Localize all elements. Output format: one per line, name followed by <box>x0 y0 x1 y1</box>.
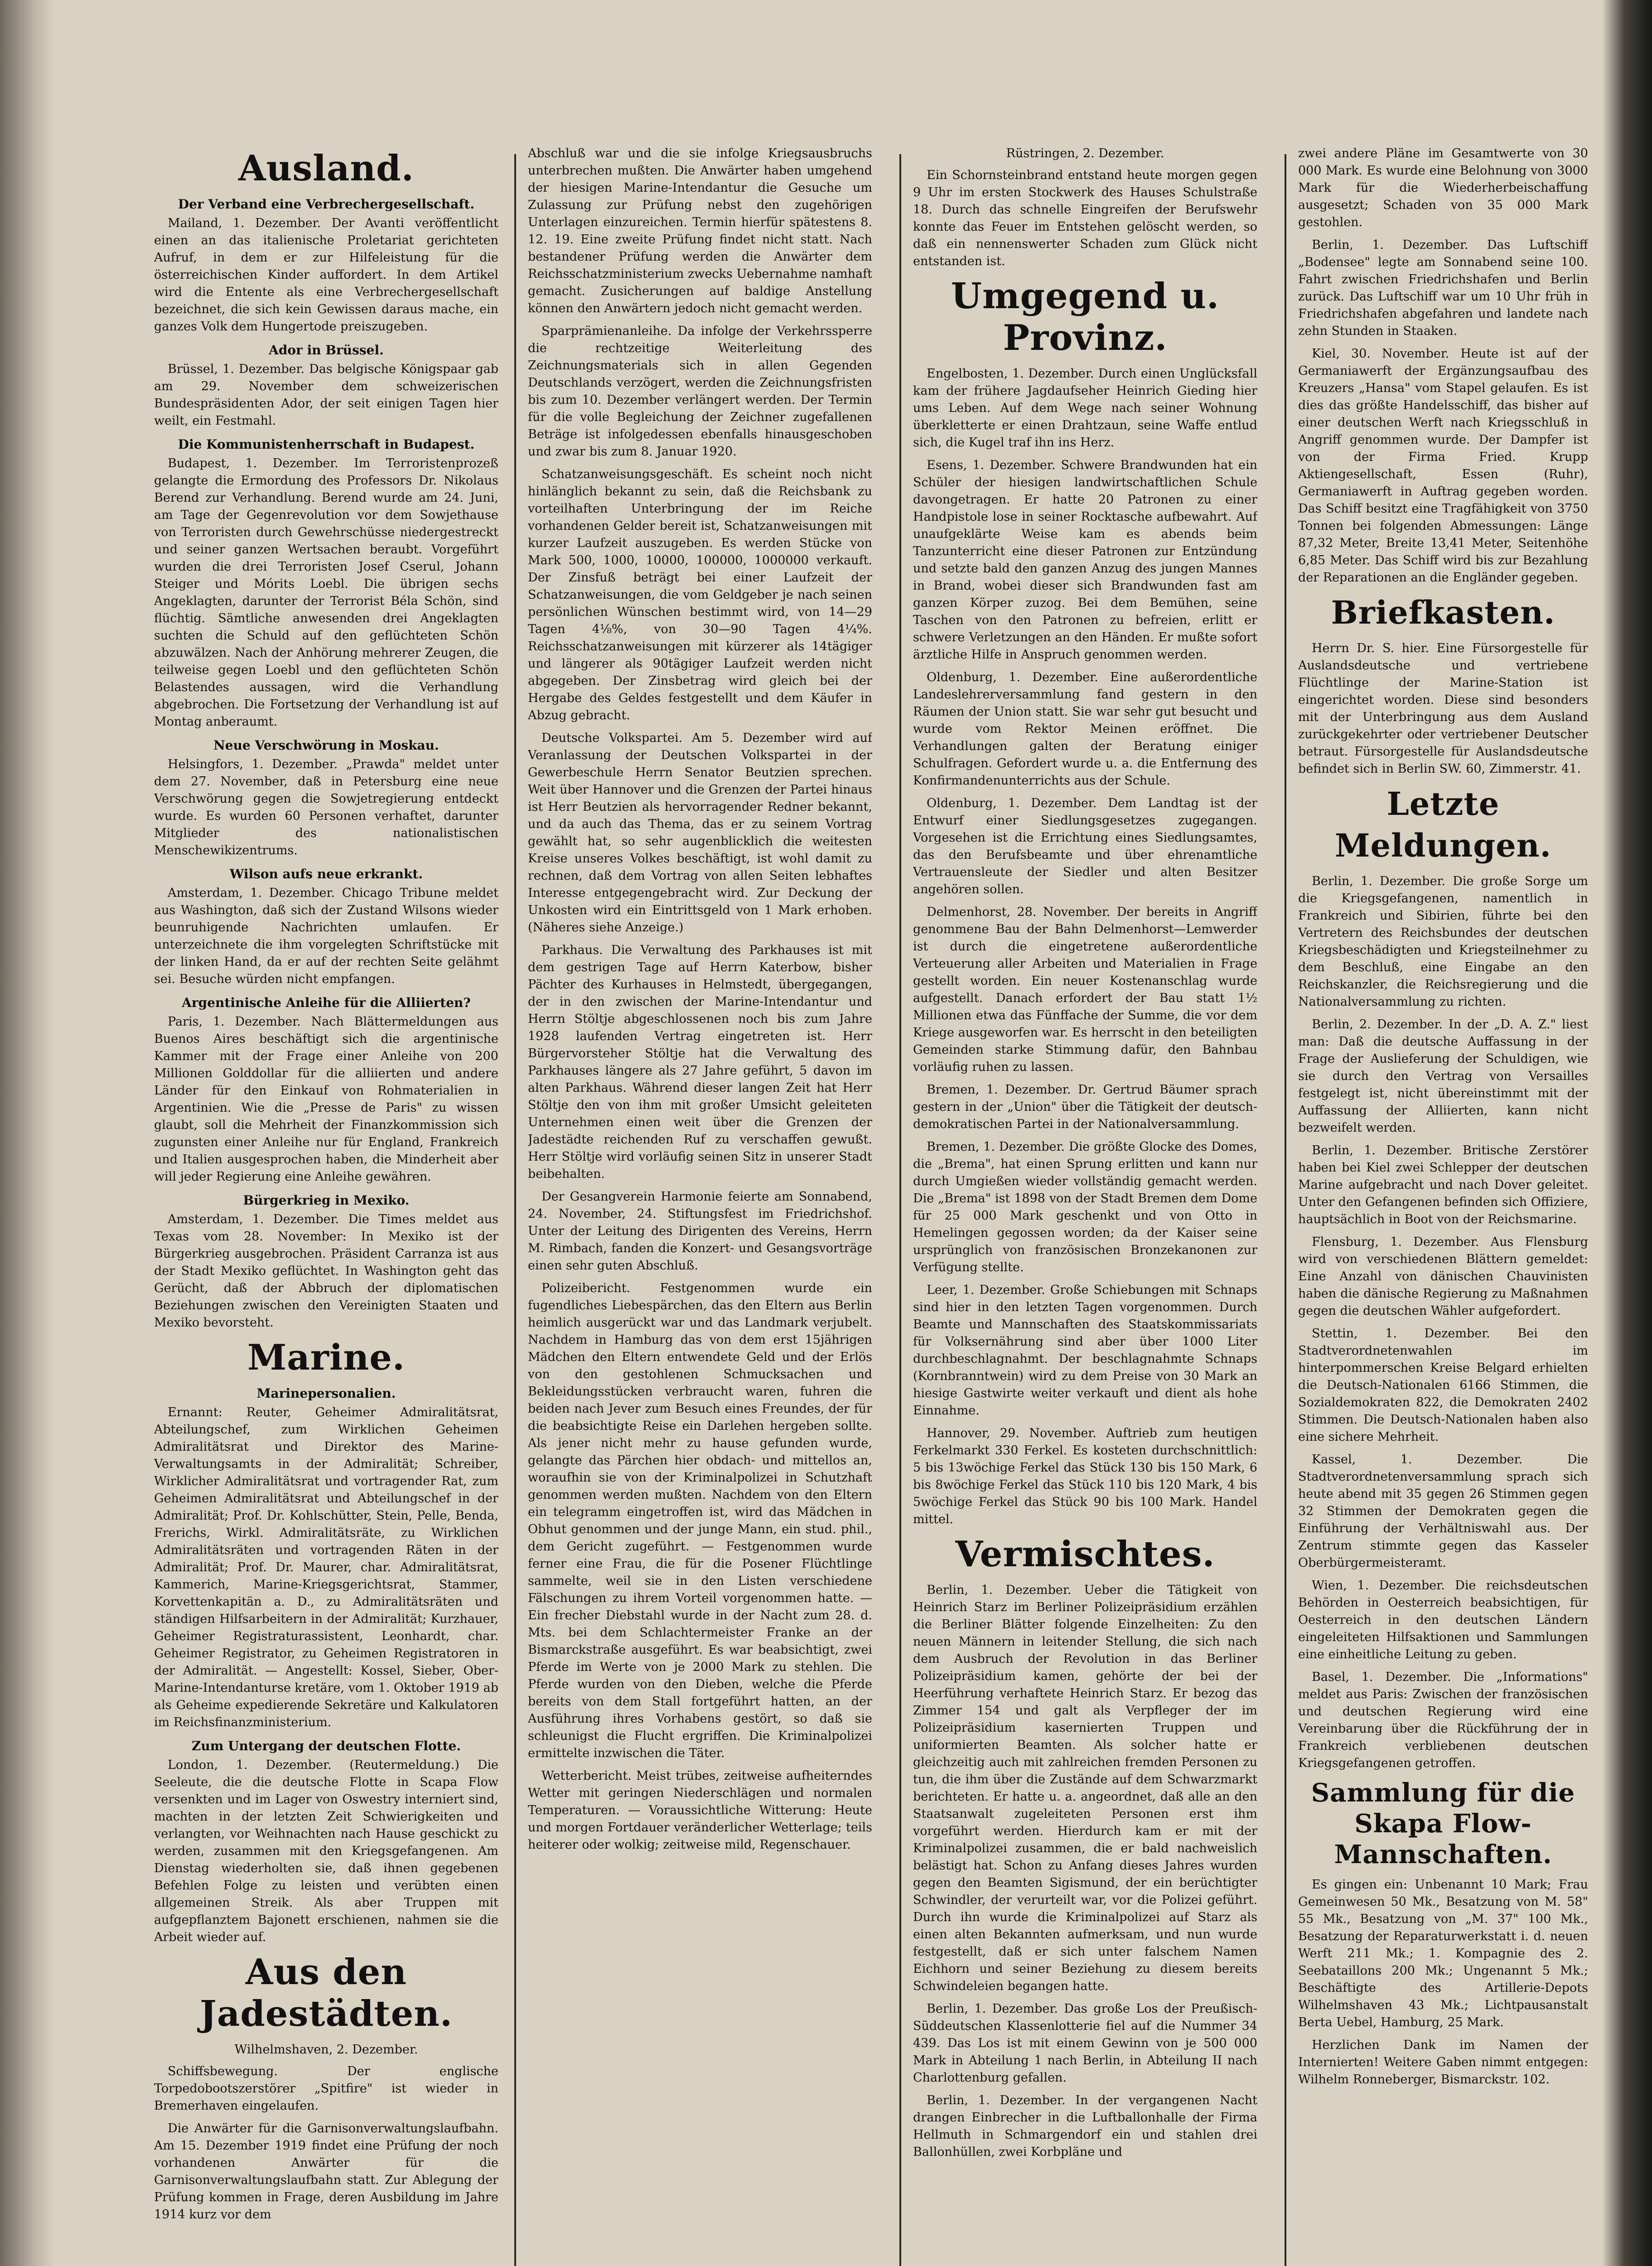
article-text: Kiel, 30. November. Heute ist auf der Germaniawerft der Ergänzungsaufbau des Kreuzers „Hansa" vom Stapel gelaufen. Es ist dies das größte Handelsschiff, das bisher auf einer deutschen Werft nach Kriegsschluß in Angriff genommen wurde. Der Dampfer ist von der Firma Fried. Krupp Aktiengesellschaft, Essen (Ruhr), Germaniawerft in Auftrag gegeben worden. Das Schiff besitzt eine Tragfähigkeit von 3750 Tonnen bei folgenden Abmessungen: Länge 87,32 Meter, Breite 13,41 Meter, Seitenhöhe 6,85 Meter. Das Schiff wird bis zur Bezahlung der Reparationen an die Engländer gegeben. <box>1298 347 1588 585</box>
section-heading-briefkasten: Briefkasten. <box>1331 594 1555 631</box>
article-text: zwei andere Pläne im Gesamtwerte von 30 000 Mark. Es wurde eine Belohnung von 3000 Mark für die Wiederherbeischaffung ausgesetzt; Schaden von 35 000 Mark gestohlen. <box>1298 146 1588 229</box>
article-text: Herzlichen Dank im Namen der Internierten! Weitere Gaben nimmt entgegen: Wilhelm Ronneberger, Bismarckstr. 102. <box>1298 2038 1588 2087</box>
section-heading-sammlung: Sammlung für die Skapa Flow-Mannschaften. <box>1311 1778 1575 1869</box>
article-text: Brüssel, 1. Dezember. Das belgische Königspaar gab am 29. November dem schweizerischen Bundespräsidenten Ador, der seit einigen Tagen hier weilt, ein Festmahl. <box>154 362 498 428</box>
article-headline: Die Kommunistenherrschaft in Budapest. <box>178 437 475 452</box>
column-rule <box>899 154 901 2266</box>
column-1 <box>154 145 498 2266</box>
section-heading-vermischtes: Vermischtes. <box>955 1534 1215 1575</box>
dateline: Rüstringen, 2. Dezember. <box>1006 146 1164 160</box>
article-text: Schiffsbewegung. Der englische Torpedobootszerstörer „Spitfire" ist wieder in Bremerhaven eingelaufen. <box>154 2064 498 2113</box>
article-text: Herrn Dr. S. hier. Eine Fürsorgestelle für Auslandsdeutsche und vertriebene Flüchtlinge der Marine-Station ist eingerichtet worden. Diese sind besonders mit der Unterbringung aus dem Ausland zurückgekehrter oder vertriebener Deutscher betraut. Fürsorgestelle für Auslandsdeutsche befindet sich in Berlin SW. 60, Zimmerstr. 41. <box>1298 641 1588 776</box>
article-headline: Marinepersonalien. <box>256 1386 396 1401</box>
article-text: Berlin, 1. Dezember. Die große Sorge um die Kriegsgefangenen, namentlich in Frankreich und Sibirien, führte bei den Vertretern des Reichsbundes der deutschen Kriegsbeschädigten und Kriegsteilnehmer zu dem Beschluß, eine Eingabe an den Reichskanzler, die Reichsregierung und die Nationalversammlung zu richten. <box>1298 874 1588 1009</box>
article-text: Berlin, 1. Dezember. Das Luftschiff „Bodensee" legte am Sonnabend seine 100. Fahrt zwischen Friedrichshafen und Berlin zurück. Das Luftschiff war um 10 Uhr früh in Friedrichshafen abgefahren und landete nach zehn Stunden in Staaken. <box>1298 238 1588 338</box>
article-text: Parkhaus. Die Verwaltung des Parkhauses ist mit dem gestrigen Tage auf Herrn Katerbow, bisher Pächter des Kurhauses in Helmstedt, übergegangen, der in den zwischen der Marine-Intendantur und Herrn Stöltje abgeschlossenen noch bis zum Jahre 1928 laufenden Vertrag eingetreten ist. Herr Bürgervorsteher Stöltje hat die Verwaltung des Parkhauses längere als 27 Jahre geführt, 5 davon im alten Parkhaus. Während dieser langen Zeit hat Herr Stöltje den von ihm mit großer Umsicht geleiteten Unternehmen einen weit über die Grenzen der Jadestädte reichenden Ruf zu verschaffen gewußt. Herr Stöltje wird vorläufig seinen Sitz in unserer Stadt beibehalten. <box>528 943 872 1181</box>
article-text: Die Anwärter für die Garnisonverwaltungslaufbahn. Am 15. Dezember 1919 findet eine Prüfung der noch vorhandenen Anwärter für die Garnisonverwaltungslaufbahn statt. Zur Ablegung der Prüfung kommen in Frage, deren Ausbildung im Jahre 1914 kurz vor dem <box>154 2121 498 2222</box>
dateline: Wilhelmshaven, 2. Dezember. <box>234 2043 418 2057</box>
article-text: Berlin, 1. Dezember. Das große Los der Preußisch-Süddeutschen Klassenlotterie fiel auf die Nummer 34 439. Das Los ist mit einem Gewinn von je 500 000 Mark in Abteilung 1 nach Berlin, in Abteilung II nach Charlottenburg gefallen. <box>913 2002 1257 2085</box>
article-text: Wetterbericht. Meist trübes, zeitweise aufheiterndes Wetter mit geringen Niederschlägen und normalen Temperaturen. — Voraussichtliche Witterung: Heute und morgen Fortdauer veränderlicher Wetterlage; teils heiterer oder wolkig; zeitweise mild, Regenschauer. <box>528 1769 872 1852</box>
article-text: Bremen, 1. Dezember. Die größte Glocke des Domes, die „Brema", hat einen Sprung erlitten und kann nur durch Umgießen wieder vollständig gemacht werden. Die „Brema" ist 1898 von der Stadt Bremen dem Dome für 25 000 Mark geschenkt und von Otto in Hemelingen gegossen worden; da der Kaiser seine ursprünglich von französischen Bronzekanonen zur Verfügung stellte. <box>913 1140 1257 1274</box>
article-text: Sparprämienanleihe. Da infolge der Verkehrssperre die rechtzeitige Weiterleitung des Zeichnungsmaterials sich in allen Gegenden Deutschlands verzögert, werden die Zeichnungsfristen bis zum 10. Dezember verlängert werden. Der Termin für die volle Begleichung der Zeichner zugefallenen Beträge ist infolgedessen ebenfalls hinausgeschoben und zwar bis zum 8. Januar 1920. <box>528 324 872 459</box>
article-text: Ernannt: Reuter, Geheimer Admiralitätsrat, Abteilungschef, zum Wirklichen Geheimen Admiralitätsrat und Direktor des Marine-Verwaltungsamts in der Admiralität; Schreiber, Wirklicher Admiralitätsrat und vortragender Rat, zum Geheimen Admiralitätsrat und Abteilungschef in der Admiralität; Prof. Dr. Kohlschütter, Stein, Pelle, Benda, Frerichs, Wirkl. Admiralitätsräte, zu Wirklichen Admiralitätsräten und vortragenden Räten in der Admiralität; Prof. Dr. Maurer, char. Admiralitätsrat, Kammerich, Marine-Kriegsgerichtsrat, Stammer, Korvettenkapitän a. D., zu Admiralitätsräten und ständigen Hilfsarbeitern in der Admiralität; Kurzhauer, Geheimer Registraturassistent, Leonhardt, char. Geheimer Registrator, zu Geheimen Registratoren in der Admiralität. — Angestellt: Kossel, Sieber, Ober-Marine-Intendanturse kretäre, vom 1. Oktober 1919 ab als Geheime expedierende Sekretäre und Kalkulatoren im Reichsfinanzministerium. <box>154 1405 498 1729</box>
article-text: Delmenhorst, 28. November. Der bereits in Angriff genommene Bau der Bahn Delmenhorst—Lemwerder ist durch die eingetretene außerordentliche Verteuerung aller Arbeiten und Materialien in Frage gestellt worden. Ein neuer Kostenanschlag wurde aufgestellt. Danach erfordert der Bau statt 1½ Millionen etwa das Fünffache der Summe, die vor dem Kriege ausgeworfen war. Es herrscht in den beteiligten Gemeinden starke Stimmung dafür, den Bahnbau vorläufig ruhen zu lassen. <box>913 905 1257 1074</box>
column-rule <box>514 154 516 2266</box>
article-text: Engelbosten, 1. Dezember. Durch einen Unglücksfall kam der frühere Jagdaufseher Heinrich Gieding hier ums Leben. Auf dem Wege nach seiner Wohnung überkletterte er einen Drahtzaun, seine Waffe entlud sich, die Kugel traf ihn ins Herz. <box>913 367 1257 450</box>
article-text: Berlin, 1. Dezember. Britische Zerstörer haben bei Kiel zwei Schlepper der deutschen Marine aufgebracht und nach Dover geleitet. Unter den Gefangenen befinden sich Offiziere, hauptsächlich in Boot von der Reichsmarine. <box>1298 1143 1588 1226</box>
article-text: Esens, 1. Dezember. Schwere Brandwunden hat ein Schüler der hiesigen landwirtschaftlichen Schule davongetragen. Er hatte 20 Patronen zu einer Handpistole lose in seiner Rocktasche aufbewahrt. Auf unaufgeklärte Weise kam es abends beim Tanzunterricht eine dieser Patronen zur Entzündung und setzte bald den ganzen Anzug des jungen Mannes in Brand, wobei dieser sich Brandwunden fast am ganzen Körper zuzog. Bei dem Bemühen, seine Taschen von den Patronen zu befreien, erlitt er schwere Verletzungen an den Händen. Er mußte sofort ärztliche Hilfe in Anspruch genommen werden. <box>913 458 1257 662</box>
article-headline: Neue Verschwörung in Moskau. <box>213 738 439 753</box>
column-rule <box>1285 154 1286 2266</box>
article-text: Abschluß war und die sie infolge Kriegsausbruchs unterbrechen mußten. Die Anwärter haben umgehend der hiesigen Marine-Intendantur die Gesuche um Zulassung zur Prüfung nebst den zugehörigen Unterlagen einzureichen. Termin hierfür spätestens 8. 12. 19. Eine zweite Prüfung findet nicht statt. Nach bestandener Prüfung werden die Anwärter dem Reichsschatzministerium zwecks Uebernahme namhaft gemacht. Zusicherungen auf baldige Anstellung können den Anwärtern jedoch nicht gemacht werden. <box>528 146 872 315</box>
article-text: Amsterdam, 1. Dezember. Chicago Tribune meldet aus Washington, daß sich der Zustand Wilsons wieder beunruhigende Nachrichten umlaufen. Er unterzeichnete die ihm vorgelegten Schriftstücke mit der linken Hand, da er auf der rechten Seite gelähmt sei. Besuche würden nicht empfangen. <box>154 886 498 986</box>
article-text: London, 1. Dezember. (Reutermeldung.) Die Seeleute, die die deutsche Flotte in Scapa Flow versenkten und im Lager von Oswestry interniert sind, machten in der letzten Zeit Schwierigkeiten und verlangten, vor Weihnachten nach Hause geschickt zu werden, zusammen mit den Kriegsgefangenen. Am Dienstag wiederholten sie, daß ihnen gegebenen Befehlen Folge zu leisten und verübten einen allgemeinen Streik. Als aber Truppen mit aufgepflanztem Bajonett erschienen, nahmen sie die Arbeit wieder auf. <box>154 1758 498 1944</box>
article-headline: Wilson aufs neue erkrankt. <box>229 867 423 881</box>
article-text: Oldenburg, 1. Dezember. Dem Landtag ist der Entwurf einer Siedlungsgesetzes zugegangen. Vorgesehen ist die Errichtung eines Siedlungsamtes, das den Berufsbeamte und über ehrenamtliche Vertrauensleute der Siedler und alten Besitzer angehören sollen. <box>913 796 1257 896</box>
article-text: Der Gesangverein Harmonie feierte am Sonnabend, 24. November, 24. Stiftungsfest im Friedrichshof. Unter der Leitung des Dirigenten des Vereins, Herrn M. Rimbach, fanden die Konzert- und Gesangsvorträge einen sehr guten Abschluß. <box>528 1190 872 1273</box>
article-text: Flensburg, 1. Dezember. Aus Flensburg wird von verschiedenen Blättern gemeldet: Eine Anzahl von dänischen Chauvinisten haben die dänische Regierung zu Maßnahmen gegen die deutschen Wähler aufgefordert. <box>1298 1235 1588 1318</box>
article-headline: Zum Untergang der deutschen Flotte. <box>191 1738 461 1753</box>
article-headline: Der Verband eine Verbrechergesellschaft. <box>178 197 475 212</box>
article-text: Leer, 1. Dezember. Große Schiebungen mit Schnaps sind hier in den letzten Tagen vorgenommen. Durch Beamte und Mannschaften des Staatskommissariats für Volksernährung sind aber über 1000 Liter durchbeschlagnahmt. Der beschlagnahmte Schnaps (Kornbranntwein) wird zu dem Preise von 30 Mark an hiesige Gastwirte weiter verkauft und dient als hohe Einnahme. <box>913 1283 1257 1418</box>
section-heading-letzte-meldungen: Letzte Meldungen. <box>1334 785 1552 864</box>
article-text: Polizeibericht. Festgenommen wurde ein fugendliches Liebespärchen, das den Eltern aus Berlin heimlich ausgerückt war und das Landmark verjubelt. Nachdem in Hamburg das von dem erst 15jährigen Mädchen den Eltern entwendete Geld und der Erlös von den gestohlenen Schmucksachen und Bekleidungsstücken verbraucht waren, fuhren die beiden nach Jever zum Besuch eines Freundes, der für die beabsichtigte Reise ein Darlehen hergeben sollte. Als jener nicht mehr zu hause gefunden wurde, gelangte das Pärchen hier obdach- und mittellos an, woraufhin sie von der Kriminalpolizei in Schutzhaft genommen werden mußten. Nachdem von den Eltern ein telegramm eingetroffen ist, wird das Mädchen in Obhut genommen und der junge Mann, ein stud. phil., dem Gericht zugeführt. — Festgenommen wurde ferner eine Frau, die für die Posener Flüchtlinge sammelte, weil sie in den Listen verschiedene Fälschungen zu ihrem Vorteil vorgenommen hatte. — Ein frecher Diebstahl wurde in der Nacht zum 28. d. Mts. bei dem Schlachtermeister Franke an der Bismarckstraße ausgeführt. Es war beabsichtigt, zwei Pferde im Werte von je 2000 Mark zu stehlen. Die Pferde wurden von den Dieben, welche die Pferde bereits von dem Stall fortgeführt hatten, an der Ausführung ihres Vorhabens gestört, so daß sie schleunigst die Flucht ergriffen. Die Kriminalpolizei ermittelte inzwischen die Täter. <box>528 1281 872 1760</box>
article-text: Amsterdam, 1. Dezember. Die Times meldet aus Texas vom 28. November: In Mexiko ist der Bürgerkrieg ausgebrochen. Präsident Carranza ist aus der Stadt Mexiko geflüchtet. In Washington geht das Gerücht, daß der Abbruch der diplomatischen Beziehungen zwischen den Vereinigten Staaten und Mexiko bevorsteht. <box>154 1212 498 1330</box>
article-text: Basel, 1. Dezember. Die „Informations" meldet aus Paris: Zwischen der französischen und deutschen Regierung wird eine Vereinbarung über die Rückführung der in Frankreich verbliebenen deutschen Kriegsgefangenen getroffen. <box>1298 1670 1588 1770</box>
article-text: Berlin, 1. Dezember. Ueber die Tätigkeit von Heinrich Starz im Berliner Polizeipräsidium erzählen die Berliner Blätter folgende Einzelheiten: Zu den neuen Männern in leitender Stellung, die sich nach dem Ausbruch der Revolution in das Berliner Polizeipräsidium kamen, gehörte der bei der Heerführung verhaftete Heinrich Starz. Er bezog das Zimmer 154 und galt als Verpfleger der im Polizeipräsidium kasernierten Truppen und uniformierten Beamten. Als solcher hatte er gleichzeitig auch mit zahlreichen fremden Personen zu tun, die ihm über die Zustände auf dem Schwarzmarkt berichteten. Er hatte u. a. angeordnet, daß alle an den Staatsanwalt zugeleiteten Personen erst ihm vorgeführt werden. Hierdurch kam er mit der Kriminalpolizei zusammen, die er bald nachweislich belästigt hat. Schon zu Anfang dieses Jahres wurden gegen den Beamten Sigismund, der ein berüchtigter Schwindler, der verurteilt war, vor die Polizei geführt. Durch ihn wurde die Kriminalpolizei auf Starz als einen alten Bekannten aufmerksam, und nun wurde festgestellt, daß er sich unter falschem Namen Eichhorn und seiner Beziehung zu diesem bereits Schwindeleien begangen hatte. <box>913 1583 1257 1993</box>
article-text: Oldenburg, 1. Dezember. Eine außerordentliche Landeslehrerversammlung fand gestern in den Räumen der Union statt. Sie war sehr gut besucht und wurde vom Rektor Meinen eröffnet. Die Verhandlungen galten der Beratung einiger Schulfragen. Gefordert wurde u. a. die Entfernung des Konfirmandenunterrichts aus der Schule. <box>913 670 1257 788</box>
article-headline: Ador in Brüssel. <box>269 343 384 358</box>
article-text: Helsingfors, 1. Dezember. „Prawda" meldet unter dem 27. November, daß in Petersburg eine neue Verschwörung gegen die Sowjetregierung entdeckt wurde. Es wurden 60 Personen verhaftet, darunter Mitglieder des nationalistischen Menschewikizentrums. <box>154 757 498 857</box>
article-text: Es gingen ein: Unbenannt 10 Mark; Frau Gemeinwesen 50 Mk., Besatzung von M. 58" 55 Mk., Besatzung von „M. 37" 100 Mk., Besatzung der Reparaturwerkstatt i. d. neuen Werft 211 Mk.; 1. Kompagnie des 2. Seebataillons 200 Mk.; Ungenannt 5 Mk.; Beschäftigte des Artillerie-Depots Wilhelmshaven 43 Mk.; Lichtpausanstalt Berta Uebel, Hamburg, 25 Mark. <box>1298 1878 1588 2029</box>
article-text: Kassel, 1. Dezember. Die Stadtverordnetenversammlung sprach sich heute abend mit 35 gegen 26 Stimmen gegen 32 Stimmen der Demokraten gegen die Einführung der Verhältniswahl aus. Der Zentrum stimmte gegen das Kasseler Oberbürgermeisteramt. <box>1298 1453 1588 1570</box>
article-text: Schatzanweisungsgeschäft. Es scheint noch nicht hinlänglich bekannt zu sein, daß die Reichsbank zu vorteilhaften Unterbringung der im Reiche vorhandenen Gelder bereit ist, Schatzanweisungen mit kurzer Laufzeit auszugeben. Es werden Stücke von Mark 500, 1000, 10000, 100000, 1000000 verkauft. Der Zinsfuß beträgt bei einer Laufzeit der Schatzanweisungen, die vom Geldgeber je nach seinen persönlichen Wünschen bestimmt wird, von 14—29 Tagen 4⅛%, von 30—90 Tagen 4¼%. Reichsschatzanweisungen mit kürzerer als 14tägiger und längerer als 90tägiger Laufzeit werden nicht abgegeben. Der Zinsbetrag wird gleich bei der Hergabe des Geldes festgestellt und dem Käufer in Abzug gebracht. <box>528 467 872 722</box>
article-text: Ein Schornsteinbrand entstand heute morgen gegen 9 Uhr im ersten Stockwerk des Hauses Schulstraße 18. Durch das schnelle Eingreifen der Berufswehr konnte das Feuer im Entstehen gelöscht werden, so daß ein nennenswerter Schaden zum Glück nicht entstanden ist. <box>913 168 1257 268</box>
column-3 <box>913 145 1257 2266</box>
article-headline: Bürgerkrieg in Mexiko. <box>243 1193 410 1208</box>
article-text: Stettin, 1. Dezember. Bei den Stadtverordnetenwahlen im hinterpommerschen Kreise Belgard erhielten die Deutsch-Nationalen 6166 Stimmen, die Sozialdemokraten 822, die Demokraten 2402 Stimmen. Die Deutsch-Nationalen haben also eine sichere Mehrheit. <box>1298 1327 1588 1444</box>
article-headline: Argentinische Anleihe für die Alliierten? <box>182 995 471 1010</box>
column-2 <box>528 145 872 2266</box>
article-text: Berlin, 1. Dezember. In der vergangenen Nacht drangen Einbrecher in die Luftballonhalle der Firma Hellmuth in Schmargendorf ein und stahlen drei Ballonhüllen, zwei Korbpläne und <box>913 2093 1257 2159</box>
section-heading-ausland: Ausland. <box>238 148 414 189</box>
article-text: Bremen, 1. Dezember. Dr. Gertrud Bäumer sprach gestern in der „Union" über die Tätigkeit der deutsch-demokratischen Partei in der Nationalversammlung. <box>913 1083 1257 1131</box>
article-text: Wien, 1. Dezember. Die reichsdeutschen Behörden in Oesterreich beabsichtigen, für Oesterreich in den deutschen Ländern eingeleiteten Hilfsaktionen und Sammlungen eine einheitliche Leitung zu geben. <box>1298 1578 1588 1661</box>
article-text: Berlin, 2. Dezember. In der „D. A. Z." liest man: Daß die deutsche Auffassung in der Frage der Auslieferung der Schuldigen, wie sie durch den Vertrag von Versailles festgelegt ist, nicht übereinstimmt mit der Auffassung der Alliierten, kann nicht bezweifelt werden. <box>1298 1017 1588 1135</box>
section-heading-jadestaedte: Aus den Jadestädten. <box>199 1951 453 2034</box>
article-text: Hannover, 29. November. Auftrieb zum heutigen Ferkelmarkt 330 Ferkel. Es kosteten durchschnittlich: 5 bis 13wöchige Ferkel das Stück 130 bis 150 Mark, 6 bis 8wöchige Ferkel das Stück 110 bis 120 Mark, 4 bis 5wöchige Ferkel das Stück 90 bis 100 Mark. Handel mittel. <box>913 1426 1257 1526</box>
article-text: Mailand, 1. Dezember. Der Avanti veröffentlicht einen an das italienische Proletariat gerichteten Aufruf, in dem er zur Hilfeleistung für die österreichischen Kinder auffordert. In dem Artikel wird die Entente als eine Verbrechergesellschaft bezeichnet, die sich kein Gewissen daraus mache, ein ganzes Volk dem Hungertode preiszugeben. <box>154 216 498 334</box>
section-heading-umgegend: Umgegend u. Provinz. <box>951 276 1220 358</box>
section-heading-marine: Marine. <box>247 1337 406 1378</box>
article-text: Budapest, 1. Dezember. Im Terroristenprozeß gelangte die Ermordung des Professors Dr. Nikolaus Berend zur Verhandlung. Berend wurde am 24. Juni, am Tage der Gegenrevolution vor dem Sowjethause von Terroristen durch Gewehrschüsse niedergestreckt und seiner ganzen Wertsachen beraubt. Vorgeführt wurden die drei Terroristen Josef Cserul, Johann Steiger und Mórits Loebl. Die übrigen sechs Angeklagten, darunter der Terrorist Béla Schön, sind flüchtig. Sämtliche anwesenden drei Angeklagten suchten die Schuld auf den geflüchteten Schön abzuwälzen. Nach der Anhörung mehrerer Zeugen, die teilweise gegen Loebl und den geflüchteten Schön Belastendes aussagen, wird die Verhandlung abgebrochen. Die Fortsetzung der Verhandlung ist auf Montag anberaumt. <box>154 456 498 729</box>
column-4 <box>1298 145 1588 2266</box>
article-text: Deutsche Volkspartei. Am 5. Dezember wird auf Veranlassung der Deutschen Volkspartei in der Gewerbeschule Herrn Senator Beutzien sprechen. Weit über Hannover und die Grenzen der Partei hinaus ist Herr Beutzien als hervorragender Redner bekannt, und da auch das Thema, das er zu seinem Vortrag gewählt hat, so sehr augenblicklich die weitesten Kreise unseres Volkes beschäftigt, ist wohl damit zu rechnen, daß dem Vortrag von allen Seiten lebhaftes Interesse entgegengebracht wird. Zur Deckung der Unkosten wird ein Eintrittsgeld von 1 Mark erhoben. (Näheres siehe Anzeige.) <box>528 731 872 934</box>
article-text: Paris, 1. Dezember. Nach Blättermeldungen aus Buenos Aires beschäftigt sich die argentinische Kammer mit der Frage einer Anleihe von 200 Millionen Golddollar für die alliierten und andere Länder für den Einkauf von Rohmaterialien in Argentinien. Wie die „Presse de Paris" zu wissen glaubt, soll die Mehrheit der Finanzkommission sich zugunsten einer Anleihe nur für England, Frankreich und Italien ausgesprochen haben, die Minderheit aber will jeder Regierung eine Anleihe gewähren. <box>154 1015 498 1184</box>
